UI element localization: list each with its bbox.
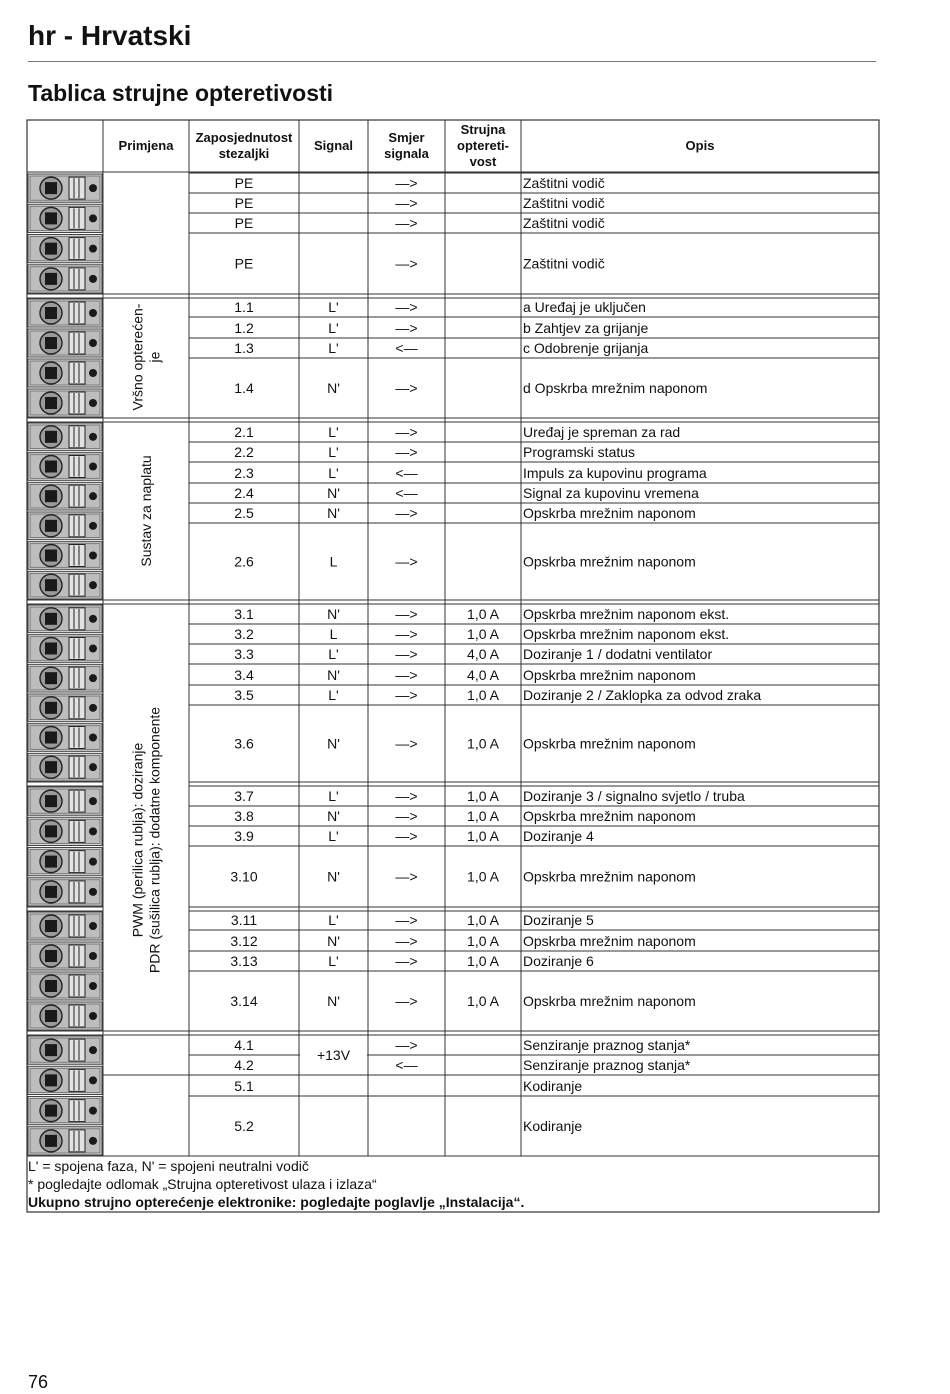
signal-cell: L' [328,687,339,703]
table-row [234,340,648,356]
signal-cell: N' [327,808,340,824]
direction-arrow-icon: —> [395,993,418,1009]
direction-arrow-icon: —> [395,444,418,460]
description-cell: Doziranje 3 / signalno svjetlo / truba [523,788,745,804]
table-row [234,606,729,622]
terminal-block-icon [28,942,102,970]
signal-cell: N' [327,993,340,1009]
description-cell: Zaštitni vodič [523,175,605,191]
description-cell: Kodiranje [523,1118,583,1134]
signal-cell: L' [328,953,339,969]
header-strujna: optereti- [457,138,509,153]
group-label-pwm-line: PDR (sušilica rublja): dodatne komponente [146,706,163,974]
current-cell: 1,0 A [467,933,499,949]
current-cell: 1,0 A [467,788,499,804]
description-cell: Opskrba mrežnim naponom [523,993,696,1009]
header-zaposjednutost: stezaljki [218,146,270,161]
terminal-cell: 3.8 [234,808,254,824]
table-row [234,646,712,662]
terminal-block-icon [28,299,102,327]
table-row [234,626,729,642]
language-header: hr - Hrvatski [28,20,192,51]
current-cell: 1,0 A [467,953,499,969]
terminal-cell: 3.1 [234,606,254,622]
terminal-block-icon [28,423,102,451]
direction-arrow-icon: <— [395,1057,418,1073]
direction-arrow-icon: —> [395,553,418,570]
direction-arrow-icon: <— [395,465,418,481]
terminal-block-icon [28,878,102,906]
terminal-cell: 3.3 [234,646,254,662]
connector-column [28,174,102,1155]
terminal-block-icon [28,694,102,722]
table-row [234,1037,691,1053]
description-cell: Opskrba mrežnim naponom [523,667,696,683]
current-cell: 1,0 A [467,606,499,622]
terminal-block-icon [28,817,102,845]
table-row [234,505,695,521]
current-cell: 1,0 A [467,868,499,885]
direction-arrow-icon: —> [395,868,418,885]
signal-cell: L' [328,465,339,481]
terminal-block-icon [28,482,102,510]
current-cell: 1,0 A [467,735,499,752]
direction-arrow-icon: —> [395,953,418,969]
direction-arrow-icon: —> [395,215,418,231]
terminal-block-icon [28,1127,102,1155]
direction-arrow-icon: —> [395,933,418,949]
signal-cell: N' [327,606,340,622]
signal-cell: L' [328,444,339,460]
signal-cell: L [329,553,338,570]
terminal-cell: 3.9 [234,828,254,844]
terminal-block-icon [28,1002,102,1030]
direction-arrow-icon: —> [395,299,418,315]
page-number: 76 [28,1372,49,1392]
terminal-cell: 2.1 [234,424,254,440]
description-cell: Doziranje 4 [523,828,594,844]
section-title: Tablica strujne opteretivosti [28,80,334,106]
table-row [234,687,761,703]
group-label-vrsno [130,303,163,410]
description-cell: a Uređaj je uključen [523,299,646,315]
table-row [234,808,695,824]
table-row [230,953,594,969]
group-label-naplata-line: Sustav za naplatu [138,455,154,567]
table-row [230,869,695,885]
description-cell: Doziranje 5 [523,912,594,928]
terminal-block-icon [28,389,102,417]
terminal-cell: PE [234,195,254,211]
terminal-block-icon [28,359,102,387]
description-cell: Opskrba mrežnim naponom [523,808,696,824]
signal-cell: N' [327,485,340,501]
signal-cell: L' [328,299,339,315]
direction-arrow-icon: —> [395,424,418,440]
table-row [234,1118,582,1134]
table-row [234,485,699,501]
signal-cell: N' [327,933,340,949]
signal-cell: L [329,626,338,642]
direction-arrow-icon: —> [395,380,418,396]
terminal-cell: 4.2 [234,1057,254,1073]
signal-cell: L' [328,424,339,440]
terminal-cell: 3.13 [230,953,258,969]
signal-cell: L' [328,828,339,844]
direction-arrow-icon: —> [395,320,418,336]
table-row [234,444,635,460]
signal-cell: N' [327,667,340,683]
signal-cell: L' [328,340,339,356]
terminal-block-icon [28,912,102,940]
terminal-block-icon [28,512,102,540]
terminal-cell: 3.6 [234,735,254,752]
direction-arrow-icon: —> [395,828,418,844]
table-row [234,1078,582,1094]
direction-arrow-icon: —> [395,667,418,683]
terminal-cell: PE [234,215,254,231]
signal-cell: L' [328,320,339,336]
direction-arrow-icon: —> [395,735,418,752]
current-cell: 1,0 A [467,828,499,844]
terminal-block-icon [28,635,102,663]
table-row [231,912,594,928]
table-row [230,933,695,949]
description-cell: c Odobrenje grijanja [523,340,649,356]
table-row [234,554,695,570]
description-cell: Doziranje 1 / dodatni ventilator [523,646,713,662]
terminal-cell: 3.12 [230,933,258,949]
direction-arrow-icon: —> [395,255,418,272]
terminal-block-icon [28,1097,102,1125]
direction-arrow-icon: —> [395,626,418,642]
direction-arrow-icon: —> [395,808,418,824]
description-cell: Opskrba mrežnim naponom ekst. [523,626,730,642]
description-cell: Programski status [523,444,636,460]
table-row [234,380,707,396]
direction-arrow-icon: —> [395,505,418,521]
header-zaposjednutost: Zaposjednutost [195,130,293,145]
terminal-block-icon [28,453,102,481]
terminal-cell: 2.6 [234,553,254,570]
terminal-cell: 3.2 [234,626,254,642]
description-cell: Opskrba mrežnim naponom [523,868,696,885]
direction-arrow-icon: —> [395,606,418,622]
table-row [234,736,695,752]
terminal-block-icon [28,204,102,232]
group-label-vrsno-line: je [146,351,163,363]
terminal-block-icon [28,174,102,202]
signal-cell: L' [328,788,339,804]
table-row [235,195,605,211]
signal-cell: L' [328,912,339,928]
header-strujna: Strujna [460,122,506,137]
table-row [234,320,648,336]
signal-cell-merged: +13V [316,1047,351,1063]
table-row [234,424,680,440]
terminal-cell: PE [234,175,254,191]
description-cell: Zaštitni vodič [523,215,605,231]
terminal-cell: 2.4 [234,485,254,501]
terminal-block-icon [28,1036,102,1064]
terminal-cell: 3.11 [230,912,258,928]
table-row [234,299,646,315]
direction-arrow-icon: —> [395,195,418,211]
description-cell: Doziranje 2 / Zaklopka za odvod zraka [523,687,762,703]
group-label-pwm-line: PWM (perilica rublja): doziranje [129,742,146,938]
direction-arrow-icon: —> [395,646,418,662]
direction-arrow-icon: <— [395,485,418,501]
description-cell: Doziranje 6 [523,953,594,969]
terminal-block-icon [28,972,102,1000]
terminal-block-icon [28,724,102,752]
terminal-cell: 5.2 [234,1118,254,1134]
terminal-block-icon [28,265,102,293]
description-cell: Signal za kupovinu vremena [523,485,699,501]
table-row [230,993,695,1009]
group-label-vrsno-line: Vršno opterećen- [129,303,146,411]
description-cell: Impuls za kupovinu programa [523,465,707,481]
table-row [234,1057,691,1073]
table-row [235,175,605,191]
header-opis: Opis [685,138,715,153]
terminal-block-icon [28,542,102,570]
table-row [235,256,605,272]
current-cell: 4,0 A [467,646,499,662]
footnote-reference: * pogledajte odlomak „Strujna opteretivost ulaza i izlaza“ [28,1176,377,1192]
terminal-cell: 1.2 [234,320,254,336]
direction-arrow-icon: —> [395,1037,418,1053]
terminal-block-icon [28,753,102,781]
table-row [235,215,605,231]
description-cell: Opskrba mrežnim naponom ekst. [523,606,730,622]
direction-arrow-icon: —> [395,687,418,703]
current-cell: 4,0 A [467,667,499,683]
description-cell: Opskrba mrežnim naponom [523,505,696,521]
current-cell: 1,0 A [467,912,499,928]
terminal-cell: PE [234,255,254,272]
terminal-block-icon [28,605,102,633]
table-row [234,788,745,804]
description-cell: Opskrba mrežnim naponom [523,933,696,949]
description-cell: Opskrba mrežnim naponom [523,735,696,752]
table-row [234,465,707,481]
terminal-cell: 3.5 [234,687,254,703]
description-cell: Uređaj je spreman za rad [523,424,681,440]
current-cell: 1,0 A [467,626,499,642]
footnote-total-load: Ukupno strujno opterećenje elektronike: pogledajte poglavlje „Instalacija“. [28,1194,525,1210]
header-signal: Signal [313,138,354,153]
header-smjer: Smjer [388,130,425,145]
direction-arrow-icon: —> [395,175,418,191]
description-cell: b Zahtjev za grijanje [523,320,649,336]
current-cell: 1,0 A [467,993,499,1009]
terminal-block-icon [28,1066,102,1094]
group-label-pwm [130,707,163,973]
table-header [119,122,715,169]
current-cell: 1,0 A [467,808,499,824]
direction-arrow-icon: <— [395,340,418,356]
group-label-naplata [138,455,154,566]
terminal-cell: 2.2 [234,444,254,460]
terminal-cell: 1.4 [234,380,254,396]
table-body [230,175,761,1134]
description-cell: d Opskrba mrežnim naponom [523,380,708,396]
header-strujna: vost [469,154,497,169]
terminal-block-icon [28,787,102,815]
terminal-cell: 5.1 [234,1078,254,1094]
description-cell: Opskrba mrežnim naponom [523,553,696,570]
description-cell: Senziranje praznog stanja* [523,1057,691,1073]
terminal-cell: 3.10 [230,868,258,885]
signal-cell: N' [327,380,340,396]
terminal-cell: 3.4 [234,667,254,683]
signal-cell: L' [328,646,339,662]
footnote-legend: L' = spojena faza, N' = spojeni neutralni vodič [28,1158,309,1174]
terminal-block-icon [28,329,102,357]
terminal-cell: 2.5 [234,505,254,521]
description-cell: Zaštitni vodič [523,255,605,272]
terminal-block-icon [28,848,102,876]
terminal-cell: 1.1 [234,299,254,315]
current-cell: 1,0 A [467,687,499,703]
terminal-cell: 3.7 [234,788,254,804]
signal-cell: N' [327,735,340,752]
terminal-block-icon [28,664,102,692]
table-footnotes [28,1158,524,1210]
terminal-cell: 1.3 [234,340,254,356]
description-cell: Zaštitni vodič [523,195,605,211]
description-cell: Senziranje praznog stanja* [523,1037,691,1053]
description-cell: Kodiranje [523,1078,583,1094]
direction-arrow-icon: —> [395,788,418,804]
signal-cell: N' [327,868,340,885]
terminal-block-icon [28,571,102,599]
table-row [234,667,695,683]
terminal-block-icon [28,235,102,263]
direction-arrow-icon: —> [395,912,418,928]
signal-cell: N' [327,505,340,521]
terminal-cell: 4.1 [234,1037,254,1053]
terminal-cell: 3.14 [230,993,258,1009]
terminal-cell: 2.3 [234,465,254,481]
table-frame [27,120,879,1212]
header-primjena: Primjena [118,138,174,153]
table-row [234,828,594,844]
header-smjer: signala [384,146,429,161]
